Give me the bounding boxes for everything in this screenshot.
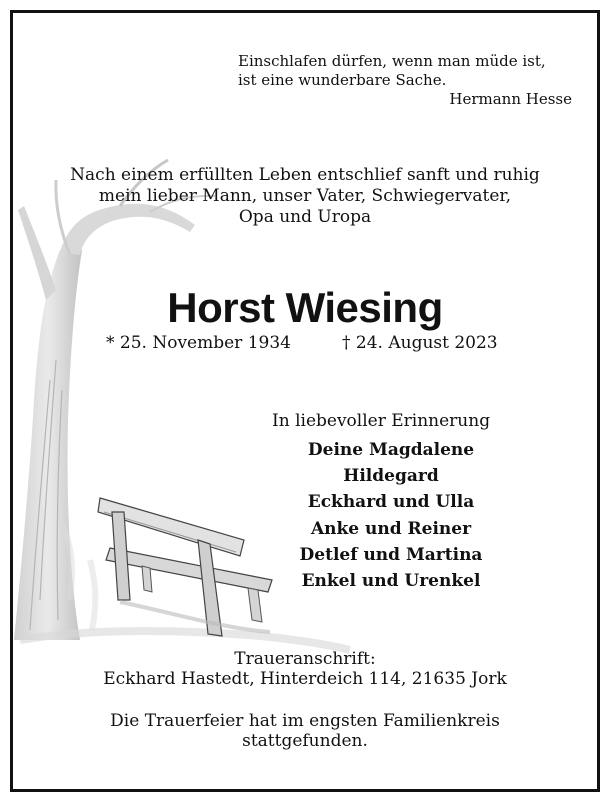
- address-value: Eckhard Hastedt, Hinterdeich 114, 21635 Jork: [103, 669, 507, 689]
- bench-sketch: [98, 498, 272, 636]
- deceased-name: Horst Wiesing: [167, 284, 443, 331]
- intro-line-1: Nach einem erfüllten Leben entschlief sanft und ruhig: [70, 165, 540, 185]
- family-member: Eckhard und Ulla: [307, 492, 475, 513]
- quote-line-2: ist eine wunderbare Sache.: [238, 71, 447, 89]
- family-member: Hildegard: [343, 466, 439, 487]
- family-member: Enkel und Urenkel: [301, 571, 481, 592]
- birth-date: * 25. November 1934: [106, 333, 291, 353]
- family-member: Deine Magdalene: [307, 440, 475, 460]
- epigraph-quote: [238, 52, 574, 90]
- quote-author: Hermann Hesse: [449, 90, 572, 108]
- intro-line-2: mein lieber Mann, unser Vater, Schwiegervater,: [98, 186, 512, 206]
- memory-heading: In liebevoller Erinnerung: [272, 411, 491, 431]
- death-date: † 24. August 2023: [342, 333, 498, 353]
- ceremony-line-2: stattgefunden.: [242, 731, 368, 751]
- quote-line-1: Einschlafen dürfen, wenn man müde ist,: [238, 52, 546, 70]
- family-member: Anke und Reiner: [310, 518, 472, 539]
- family-list: [272, 437, 510, 594]
- family-member: Detlef und Martina: [299, 544, 483, 565]
- intro-line-3: Opa und Uropa: [238, 207, 372, 227]
- ceremony-line-1: Die Trauerfeier hat im engsten Familienkreis: [110, 711, 500, 731]
- address-label: Traueranschrift:: [234, 649, 376, 669]
